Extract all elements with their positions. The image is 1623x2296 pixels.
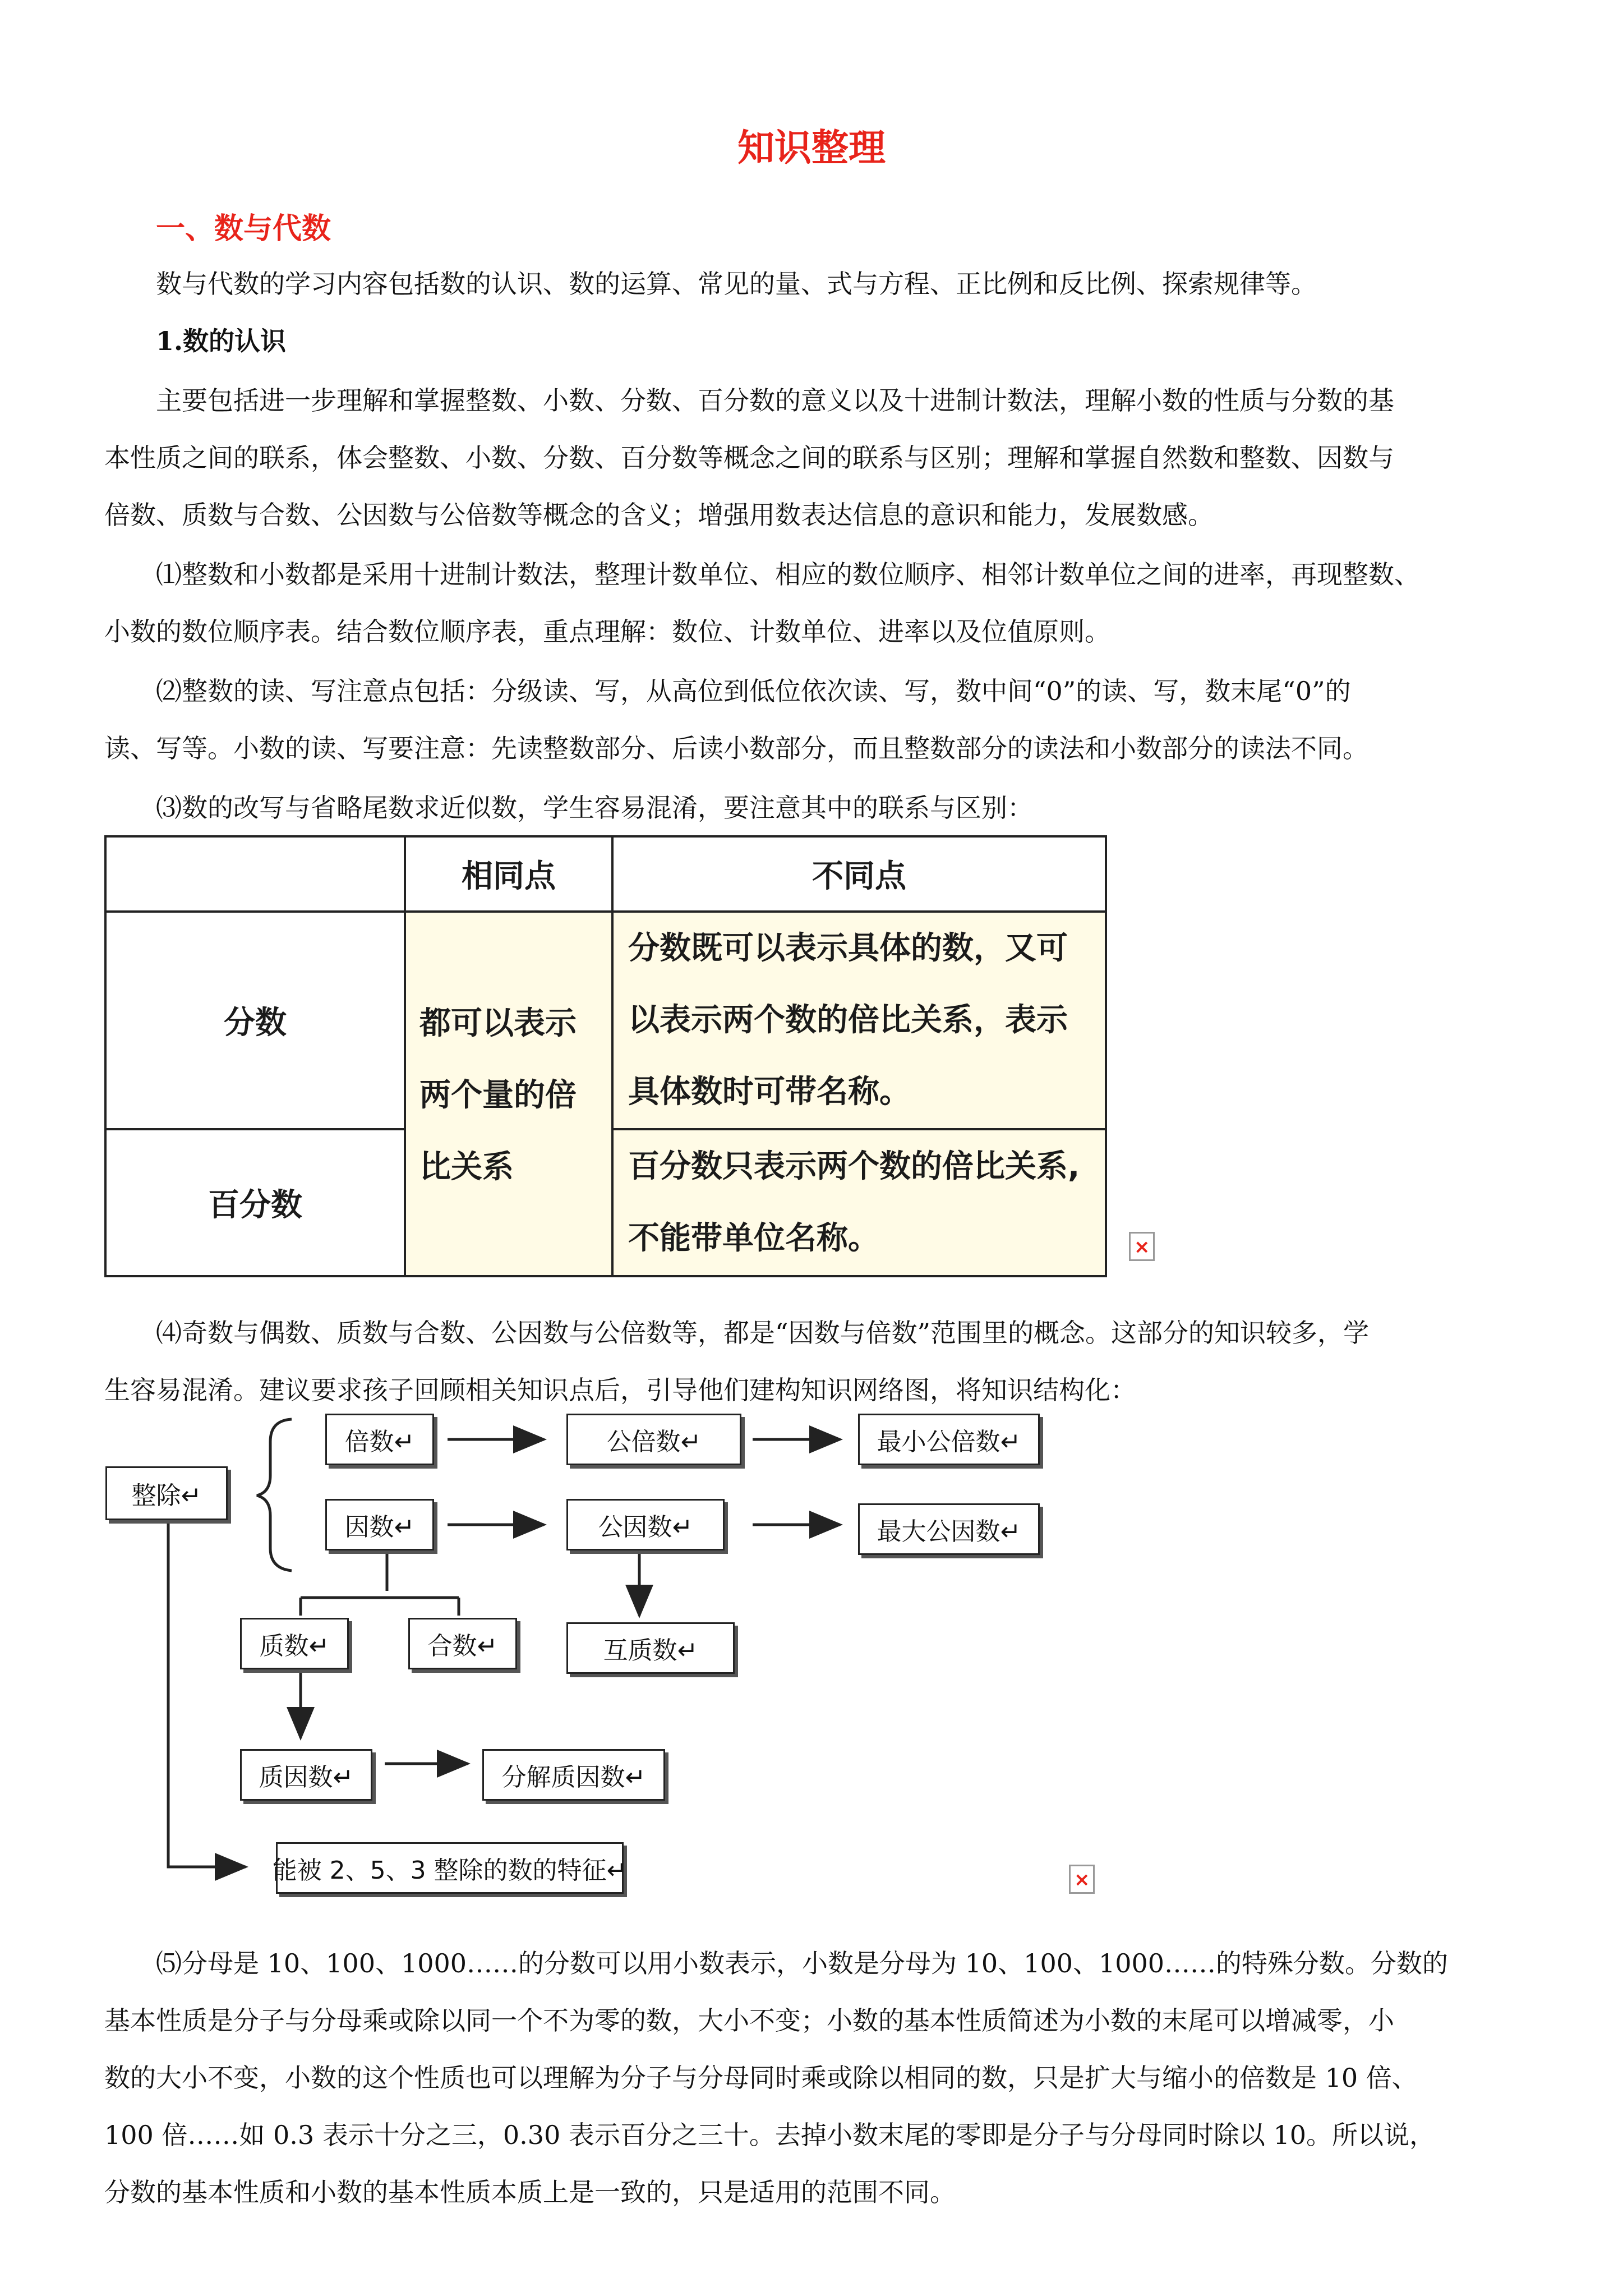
paragraph-line: ⑵整数的读、写注意点包括：分级读、写，从高位到低位依次读、写，数中间“0”的读、写，数末尾“0”的 bbox=[156, 676, 1351, 706]
paragraph-line: 本性质之间的联系，体会整数、小数、分数、百分数等概念之间的联系与区别；理解和掌握自然数和整数、因数与 bbox=[104, 443, 1394, 473]
node-lcm: 最小公倍数↵ bbox=[858, 1414, 1040, 1465]
node-prime-factor: 质因数↵ bbox=[240, 1749, 372, 1801]
arrow bbox=[168, 1522, 246, 1867]
node-composite: 合数↵ bbox=[408, 1618, 517, 1669]
row-label-percent: 百分数 bbox=[105, 1129, 405, 1276]
same-point-line: 比关系 bbox=[419, 1149, 514, 1185]
paragraph-line: 倍数、质数与合数、公因数与公倍数等概念的含义；增强用数表达信息的意识和能力，发展数感。 bbox=[104, 500, 1214, 530]
paragraph-line: ⑴整数和小数都是采用十进制计数法，整理计数单位、相应的数位顺序、相邻计数单位之间的进率，再现整数、 bbox=[156, 559, 1420, 590]
diff-line: 分数既可以表示具体的数，又可 bbox=[628, 930, 1068, 967]
paragraph-line: ⑷奇数与偶数、质数与合数、公因数与公倍数等，都是“因数与倍数”范围里的概念。这部分的知识较多，学 bbox=[156, 1318, 1370, 1348]
node-divisible: 整除↵ bbox=[105, 1466, 228, 1520]
paragraph-line: 分数的基本性质和小数的基本性质本质上是一致的，只是适用的范围不同。 bbox=[104, 2177, 956, 2207]
node-factorize: 分解质因数↵ bbox=[482, 1749, 665, 1801]
paragraph-line: 生容易混淆。建议要求孩子回顾相关知识点后，引导他们建构知识网络图，将知识结构化： bbox=[104, 1375, 1136, 1405]
broken-image-icon: × bbox=[1129, 1232, 1155, 1261]
brace-shape bbox=[257, 1419, 292, 1571]
subsection-heading: 1.数的认识 bbox=[156, 326, 287, 356]
same-point-line: 两个量的倍 bbox=[419, 1077, 577, 1114]
same-point-line: 都可以表示 bbox=[419, 1005, 577, 1042]
paragraph-line: 基本性质是分子与分母乘或除以同一个不为零的数，大小不变；小数的基本性质简述为小数的末尾可以增减零，小 bbox=[104, 2005, 1394, 2036]
table-header-same: 相同点 bbox=[405, 836, 612, 912]
node-factor: 因数↵ bbox=[325, 1499, 434, 1550]
node-gcf: 最大公因数↵ bbox=[858, 1503, 1040, 1555]
node-common-factor: 公因数↵ bbox=[566, 1499, 725, 1550]
node-divisibility-rules: 能被 2、5、3 整除的数的特征↵ bbox=[276, 1842, 624, 1894]
broken-image-icon: × bbox=[1069, 1865, 1095, 1894]
diff-line: 具体数时可带名称。 bbox=[628, 1074, 911, 1110]
intro-paragraph: 数与代数的学习内容包括数的认识、数的运算、常见的量、式与方程、正比例和反比例、探索规律等。 bbox=[156, 269, 1317, 299]
paragraph-line: 小数的数位顺序表。结合数位顺序表，重点理解：数位、计数单位、进率以及位值原则。 bbox=[104, 616, 1110, 647]
paragraph-line: 读、写等。小数的读、写要注意：先读整数部分、后读小数部分，而且整数部分的读法和小数部分的读法不同。 bbox=[104, 733, 1368, 763]
section-heading: 一、数与代数 bbox=[156, 212, 331, 246]
page-title: 知识整理 bbox=[737, 126, 886, 169]
diff-line: 不能带单位名称。 bbox=[628, 1220, 879, 1257]
diff-line: 百分数只表示两个数的倍比关系, bbox=[628, 1148, 1080, 1185]
table-header-diff: 不同点 bbox=[612, 836, 1106, 912]
node-common-multiple: 公倍数↵ bbox=[566, 1414, 741, 1465]
node-multiple: 倍数↵ bbox=[325, 1414, 434, 1465]
row-label-fraction: 分数 bbox=[105, 912, 405, 1129]
node-prime: 质数↵ bbox=[240, 1618, 349, 1669]
paragraph-line: 100 倍……如 0.3 表示十分之三，0.30 表示百分之三十。去掉小数末尾的零即是分子与分母同时除以 10。所以说， bbox=[104, 2120, 1436, 2150]
paragraph-line: 数的大小不变，小数的这个性质也可以理解为分子与分母同时乘或除以相同的数，只是扩大与缩小的倍数是 10 倍、 bbox=[104, 2063, 1418, 2093]
node-coprime: 互质数↵ bbox=[566, 1622, 735, 1674]
diff-line: 以表示两个数的倍比关系，表示 bbox=[628, 1002, 1068, 1038]
paragraph-line: 主要包括进一步理解和掌握整数、小数、分数、百分数的意义以及十进制计数法，理解小数的性质与分数的基 bbox=[156, 385, 1394, 416]
paragraph-line: ⑸分母是 10、100、1000……的分数可以用小数表示，小数是分母为 10、100、1000……的特殊分数。分数的 bbox=[156, 1948, 1449, 1978]
paragraph-line: ⑶数的改写与省略尾数求近似数，学生容易混淆，要注意其中的联系与区别： bbox=[156, 793, 1033, 823]
